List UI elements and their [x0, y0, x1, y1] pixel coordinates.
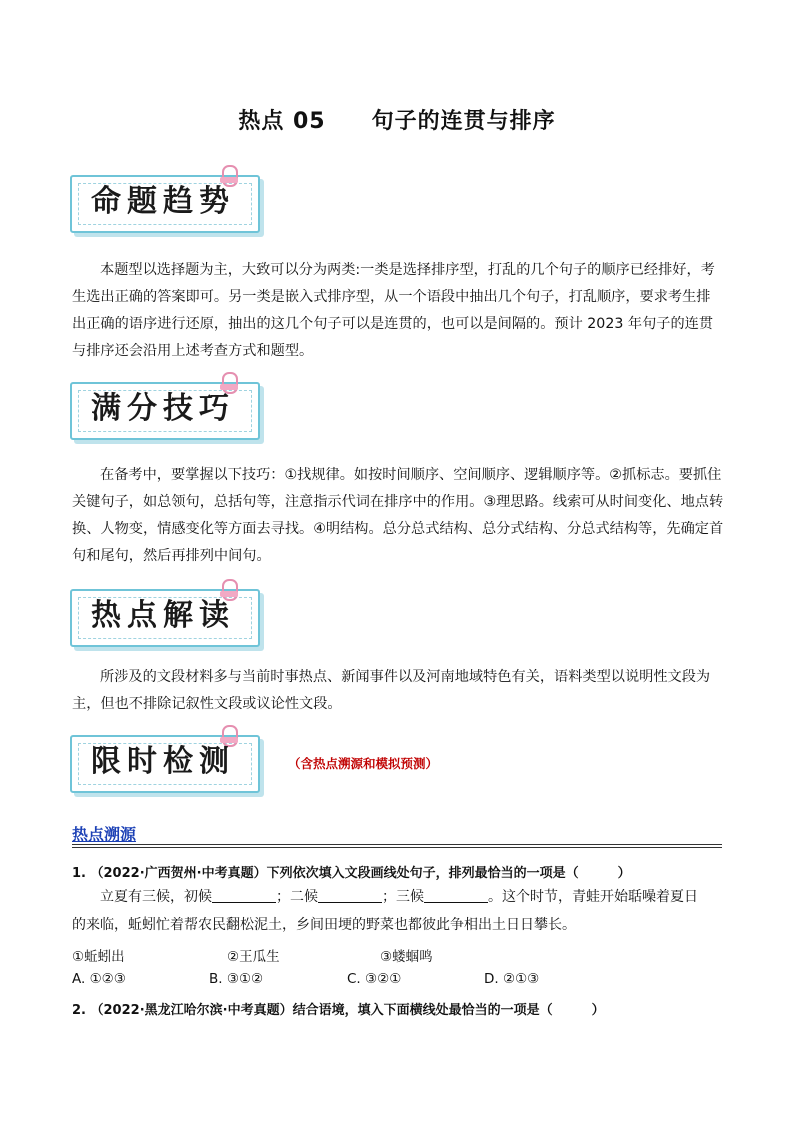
banner-hotspot — [70, 589, 260, 647]
section-title: 热点溯源 — [72, 825, 137, 844]
option-b[interactable]: B. ③①② — [209, 971, 264, 987]
banner-hotspot-label: 热点解读 — [91, 598, 235, 633]
title-part1: 热点 05 — [238, 109, 326, 134]
question-1-items — [72, 945, 724, 965]
option-a[interactable]: A. ①②③ — [72, 971, 126, 987]
question-1-options — [72, 971, 724, 991]
answer-blank — [212, 888, 276, 903]
answer-blank — [424, 888, 488, 903]
option-c[interactable]: C. ③②① — [347, 971, 402, 987]
divider — [72, 844, 722, 845]
section-heading — [72, 822, 722, 845]
hotspot-paragraph: 所涉及的文段材料多与当前时事热点、新闻事件以及河南地域特色有关，语料类型以说明性文段为主，但也不排除记叙性文段或议论性文段。 — [72, 669, 711, 712]
banner-trend — [70, 175, 260, 233]
title-part2: 句子的连贯与排序 — [371, 109, 556, 134]
question-1-stem: 1. （2022·广西贺州·中考真题）下列依次填入文段画线处句子，排列最恰当的一项是（ ） — [72, 866, 631, 881]
question-1-text-line1: 立夏有三候，初候 ；二候 ；三候 。这个时节，青蛙开始聒噪着夏日 — [100, 889, 698, 905]
test-note: （含热点溯源和模拟预测） — [288, 756, 439, 771]
divider — [72, 847, 722, 848]
banner-skills-label: 满分技巧 — [91, 391, 235, 426]
banner-trend-label: 命题趋势 — [91, 184, 235, 219]
question-2-stem: 2. （2022·黑龙江哈尔滨·中考真题）结合语境，填入下面横线处最恰当的一项是（ ） — [72, 1003, 605, 1018]
page-title — [0, 104, 794, 135]
banner-test — [70, 735, 260, 793]
item: ①蚯蚓出 — [72, 949, 125, 965]
option-d[interactable]: D. ②①③ — [484, 971, 540, 987]
banner-test-label: 限时检测 — [91, 744, 235, 779]
skills-paragraph: 在备考中，要掌握以下技巧：①找规律。如按时间顺序、空间顺序、逻辑顺序等。②抓标志。要抓住关键句子，如总领句，总括句等，注意指示代词在排序中的作用。③理思路。线索可从时间变化、地点转换、人物变，情感变化等方面去寻找。④明结构。总分总式结构、总分式结构、分总式结构等，先确定首句和尾句，然后再排列中间句。 — [72, 467, 724, 564]
answer-blank — [318, 888, 382, 903]
item: ③蝼蝈鸣 — [380, 949, 433, 965]
item: ②王瓜生 — [227, 949, 280, 965]
banner-skills — [70, 382, 260, 440]
question-1-text-line2: 的来临，蚯蚓忙着帮农民翻松泥土，乡间田埂的野菜也都彼此争相出土日日攀长。 — [72, 917, 576, 933]
trend-paragraph: 本题型以选择题为主，大致可以分为两类:一类是选择排序型，打乱的几个句子的顺序已经排好，考生选出正确的答案即可。另一类是嵌入式排序型，从一个语段中抽出几个句子，打乱顺序，要求考生排出正确的语序进行还原，抽出的这几个句子可以是连贯的，也可以是间隔的。预计 2023 年句子的连贯与排序还会沿用上述考查方式和题型。 — [72, 262, 715, 359]
